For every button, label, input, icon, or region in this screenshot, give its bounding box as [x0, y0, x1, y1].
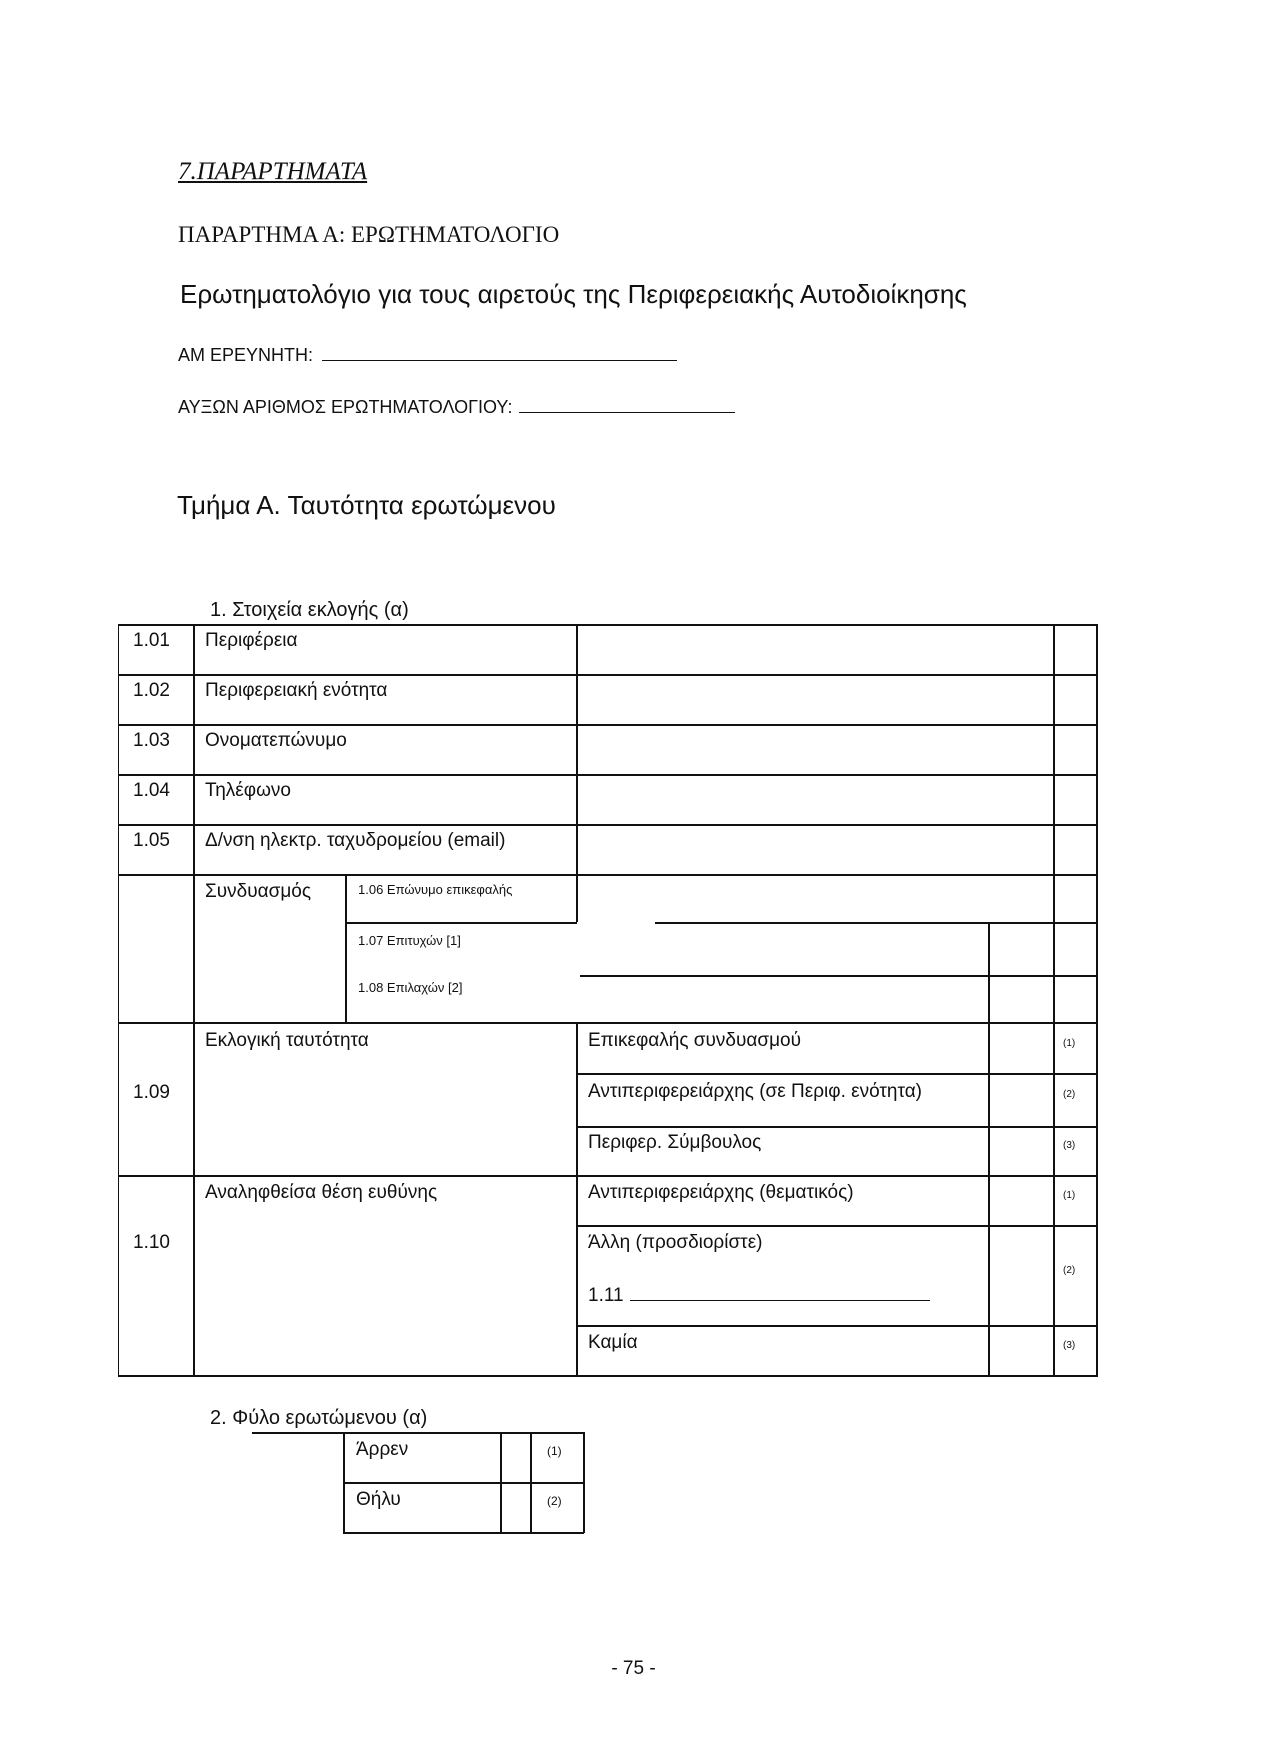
q1-code: 1.01 — [133, 630, 170, 651]
option-code: (2) — [1063, 1089, 1076, 1100]
checkbox-male[interactable] — [502, 1434, 530, 1482]
table-rule — [118, 1175, 1098, 1177]
page-number: - 75 - — [611, 1658, 656, 1679]
q1-label: Δ/νση ηλεκτρ. ταχυδρομείου (email) — [205, 830, 506, 851]
q1-code: 1.02 — [133, 680, 170, 701]
serial-line — [519, 394, 735, 413]
table-rule — [118, 1022, 1098, 1024]
checkbox-regional-councillor[interactable] — [990, 1128, 1052, 1174]
table-rule — [193, 624, 195, 1376]
q1-label: Περιφερειακή ενότητα — [205, 680, 388, 701]
q1-code: 1.05 — [133, 830, 170, 851]
section-heading: 7.ΠΑΡΑΡΤΗΜΑΤΑ — [178, 158, 368, 185]
researcher-label: ΑΜ ΕΡΕΥΝΗΤΗ: — [178, 345, 314, 365]
q1-code: 1.03 — [133, 730, 170, 751]
option-code: (1) — [1063, 1038, 1076, 1049]
option-code: (3) — [1063, 1340, 1076, 1351]
option-label: Επικεφαλής συνδυασμού — [588, 1030, 801, 1051]
elected-checkbox[interactable] — [990, 924, 1052, 974]
table-rule — [343, 1432, 584, 1434]
q2-heading: 2. Φύλο ερωτώμενου (α) — [210, 1407, 428, 1429]
table-rule — [1053, 624, 1055, 922]
checkbox-coalition-leader[interactable] — [990, 1024, 1052, 1072]
option-label: Καμία — [588, 1332, 638, 1353]
answer-field-full-name[interactable] — [578, 726, 1052, 774]
specify-code: 1.11 — [588, 1285, 624, 1306]
questionnaire-title: Ερωτηματολόγιο για τους αιρετούς της Περιφερειακής Αυτοδιοίκησης — [180, 279, 967, 309]
option-code: (3) — [1063, 1140, 1076, 1151]
part-a-title: Τμήμα Α. Ταυτότητα ερωτώμενου — [177, 490, 556, 520]
serial-label: ΑΥΞΩΝ ΑΡΙΘΜΟΣ ΕΡΩΤΗΜΑΤΟΛΟΓΙΟΥ: — [178, 397, 513, 417]
answer-field-regional-unit[interactable] — [578, 676, 1052, 724]
researcher-line — [322, 342, 677, 361]
answer-field-region[interactable] — [578, 626, 1052, 674]
table-rule — [576, 1022, 578, 1376]
q1-heading: 1. Στοιχεία εκλογής (α) — [210, 599, 409, 621]
option-label: Άλλη (προσδιορίστε) — [588, 1232, 763, 1253]
option-female-label: Θήλυ — [356, 1489, 401, 1510]
q109-code: 1.09 — [133, 1082, 170, 1103]
table-rule — [583, 1432, 585, 1533]
table-rule — [1053, 922, 1055, 1022]
table-rule — [343, 1432, 345, 1533]
q1-code: 1.04 — [133, 780, 170, 801]
table-rule — [530, 1432, 532, 1533]
answer-field-email[interactable] — [578, 826, 1052, 874]
option-male-code: (1) — [547, 1444, 562, 1458]
checkbox-thematic-deputy[interactable] — [990, 1177, 1052, 1225]
q1-label: Ονοματεπώνυμο — [205, 730, 347, 751]
checkbox-female[interactable] — [502, 1484, 530, 1532]
table-rule — [118, 874, 1098, 876]
table-rule — [345, 874, 347, 1022]
q109-label: Εκλογική ταυτότητα — [205, 1030, 369, 1051]
specify-line — [630, 1282, 930, 1301]
option-male-label: Άρρεν — [356, 1439, 409, 1460]
serial-number-field[interactable] — [178, 394, 735, 418]
specify-field[interactable] — [588, 1282, 930, 1307]
q110-label: Αναληφθείσα θέση ευθύνης — [205, 1182, 438, 1203]
table-rule — [343, 1482, 584, 1484]
coalition-label: Συνδυασμός — [205, 881, 311, 902]
option-label: Αντιπεριφερειάρχης (σε Περιφ. ενότητα) — [588, 1081, 923, 1102]
appendix-heading: ΠΑΡΑΡΤΗΜΑ Α: ΕΡΩΤΗΜΑΤΟΛΟΓΙΟ — [178, 222, 560, 247]
checkbox-none[interactable] — [990, 1327, 1052, 1374]
q1-label: Περιφέρεια — [205, 630, 298, 651]
q110-code: 1.10 — [133, 1232, 170, 1253]
table-rule — [1053, 1022, 1055, 1376]
table-rule — [118, 624, 119, 1376]
answer-field-phone[interactable] — [578, 776, 1052, 824]
checkbox-deputy-regional-unit[interactable] — [990, 1075, 1052, 1125]
q1-label: Τηλέφωνο — [205, 780, 291, 801]
coalition-elected: 1.07 Επιτυχών [1] — [358, 933, 461, 948]
table-rule — [118, 1375, 1098, 1377]
coalition-runner-up: 1.08 Επιλαχών [2] — [358, 980, 463, 995]
coalition-leader-surname: 1.06 Επώνυμο επικεφαλής — [358, 882, 513, 897]
checkbox-other[interactable] — [990, 1227, 1052, 1325]
table-rule — [345, 922, 577, 924]
table-rule — [343, 1532, 584, 1534]
option-code: (1) — [1063, 1190, 1076, 1201]
table-rule — [1096, 624, 1098, 1376]
option-code: (2) — [1063, 1265, 1076, 1276]
option-label: Αντιπεριφερειάρχης (θεματικός) — [588, 1182, 854, 1203]
runner-up-checkbox[interactable] — [990, 977, 1052, 1021]
researcher-field[interactable] — [178, 342, 677, 366]
option-label: Περιφερ. Σύμβουλος — [588, 1132, 762, 1153]
option-female-code: (2) — [547, 1494, 562, 1508]
